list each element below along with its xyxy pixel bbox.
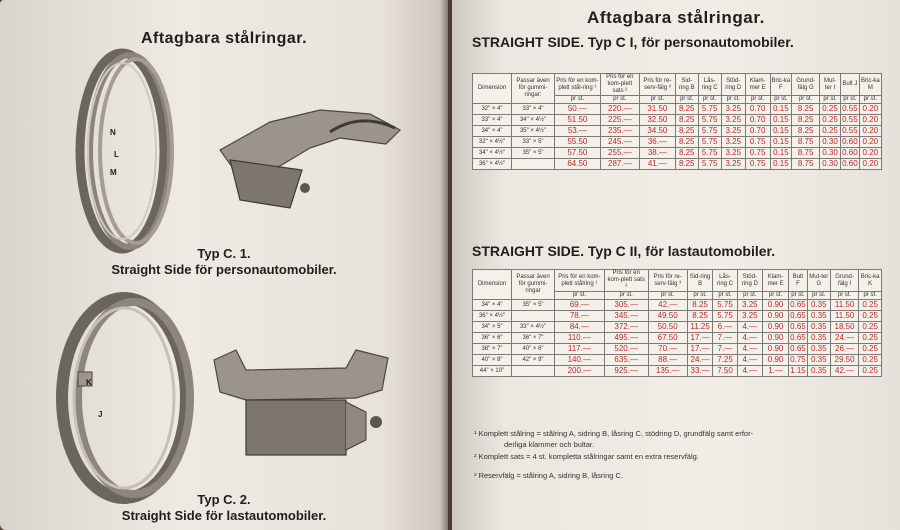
- price-cell: 8.25: [675, 104, 698, 115]
- alt-dimension-cell: 33" × 4½": [512, 322, 555, 333]
- dimension-cell: 38" × 7": [473, 344, 512, 355]
- price-cell: 0.15: [770, 137, 792, 148]
- alt-dimension-cell: [512, 366, 555, 377]
- price-cell: 5.75: [698, 159, 721, 170]
- price-cell: 5.75: [713, 300, 737, 311]
- price-cell: 24.—: [830, 333, 858, 344]
- col-pris-sats: Pris för en kom-plett sats ²: [604, 270, 648, 292]
- price-cell: 520.—: [604, 344, 648, 355]
- price-cell: 8.75: [792, 159, 820, 170]
- table-row: [473, 126, 882, 137]
- price-cell: 0.75: [745, 137, 770, 148]
- price-cell: 635.—: [604, 355, 648, 366]
- price-cell: 24.—: [687, 355, 713, 366]
- price-cell: 64.50: [555, 159, 601, 170]
- price-cell: 235.—: [600, 126, 639, 137]
- price-cell: 5.75: [698, 137, 721, 148]
- col-bricka-k: Bric-ka K: [859, 270, 882, 292]
- price-cell: 3.25: [737, 311, 762, 322]
- unit-cell: pr st.: [604, 292, 648, 300]
- price-cell: 0.90: [763, 300, 789, 311]
- dimension-cell: 34" × 5": [473, 322, 512, 333]
- price-cell: 50.50: [648, 322, 687, 333]
- price-cell: 55.50: [555, 137, 601, 148]
- dimension-cell: 36" × 6": [473, 333, 512, 344]
- price-cell: 255.—: [600, 148, 639, 159]
- caption-c2-line1: Typ C. 2.: [197, 492, 251, 507]
- rim-illustration-c1: [70, 48, 180, 254]
- price-cell: 8.25: [675, 137, 698, 148]
- price-cell: 5.75: [713, 311, 737, 322]
- col-grundfalg: Grund-fälg G: [792, 74, 820, 96]
- caption-c1-line1: Typ C. 1.: [197, 246, 251, 261]
- price-cell: 0.30: [819, 159, 840, 170]
- table-row: [473, 104, 882, 115]
- price-cell: 0.15: [770, 104, 792, 115]
- price-cell: 8.25: [675, 148, 698, 159]
- caption-c1-line2: Straight Side för personautomobiler.: [111, 262, 337, 277]
- price-cell: 3.25: [721, 104, 745, 115]
- price-cell: 5.75: [698, 148, 721, 159]
- price-cell: 0.30: [819, 148, 840, 159]
- price-cell: 0.65: [790, 322, 806, 331]
- price-cell: 0.70: [745, 104, 770, 115]
- caption-c2-line2: Straight Side för lastautomobiler.: [121, 508, 327, 523]
- price-cell: 0.90: [763, 311, 789, 322]
- price-cell: 3.25: [721, 148, 745, 159]
- price-cell: 42.—: [830, 366, 858, 377]
- price-cell: 42.—: [648, 300, 687, 311]
- label-m: M: [110, 168, 117, 177]
- price-cell: 0.25: [859, 300, 882, 311]
- alt-dimension-cell: 33" × 4": [512, 104, 555, 115]
- price-cell: 0.15: [770, 126, 792, 137]
- table-row: [473, 344, 882, 355]
- price-cell: 50.—: [555, 104, 601, 115]
- price-cell: 1.—: [763, 366, 789, 377]
- unit-cell: pr st.: [789, 292, 808, 300]
- dimension-cell: 40" × 8": [473, 355, 512, 366]
- alt-dimension-cell: 42" × 9": [512, 355, 555, 366]
- price-cell: 0.75: [790, 355, 806, 364]
- unit-cell: pr st.: [721, 96, 745, 104]
- price-table-c1-body: [473, 104, 882, 170]
- col-grundfalg: Grund-fälg I: [830, 270, 858, 292]
- price-cell: 34.50: [639, 126, 675, 137]
- price-cell: 0.20: [859, 159, 881, 170]
- price-cell: 0.60: [842, 148, 858, 157]
- rim-cross-section-c2: [206, 340, 396, 465]
- price-cell: 0.15: [770, 148, 792, 159]
- price-cell: 8.25: [675, 159, 698, 170]
- price-cell: 0.25: [819, 126, 840, 137]
- price-cell: 135.—: [648, 366, 687, 377]
- unit-cell: pr st.: [770, 96, 792, 104]
- price-cell: 0.20: [859, 137, 881, 148]
- unit-cell: pr st.: [600, 96, 639, 104]
- alt-dimension-cell: 35" × 5": [512, 300, 555, 311]
- price-cell: 0.25: [819, 115, 840, 126]
- price-cell: 0.65: [790, 344, 806, 353]
- price-cell: 36.—: [639, 137, 675, 148]
- price-cell: 0.35: [807, 366, 830, 377]
- footnote-1: [474, 428, 894, 450]
- price-cell: 0.25: [859, 322, 882, 333]
- table-row: [473, 366, 882, 377]
- price-cell: 0.20: [859, 148, 881, 159]
- footnote-3: ³ Reservfälg = stålring A, sidring B, låsring C.: [474, 471, 624, 480]
- col-bult: Bult J: [841, 74, 860, 96]
- unit-cell: pr st.: [830, 292, 858, 300]
- price-cell: 7.25: [713, 355, 737, 366]
- price-cell: 0.25: [859, 355, 882, 366]
- unit-cell: pr st.: [675, 96, 698, 104]
- price-cell: 5.75: [698, 115, 721, 126]
- price-cell: 8.75: [792, 148, 820, 159]
- price-cell: 0.25: [859, 311, 882, 322]
- price-cell: 18.50: [830, 322, 858, 333]
- unit-cell: pr st.: [807, 292, 830, 300]
- price-table-c1: [472, 73, 882, 170]
- price-cell: 7.—: [713, 333, 737, 344]
- price-cell: 7.—: [713, 344, 737, 355]
- price-cell: 110.—: [555, 333, 605, 344]
- price-cell: 8.75: [792, 137, 820, 148]
- col-lasring: Lås-ring C: [713, 270, 737, 292]
- dimension-cell: 32" × 4½": [473, 137, 512, 148]
- price-cell: 4.—: [737, 322, 762, 333]
- price-cell: 4.—: [737, 366, 762, 377]
- table-header-row: [473, 74, 882, 96]
- col-klammer: Klam-mer E: [763, 270, 789, 292]
- unit-cell: pr st.: [745, 96, 770, 104]
- price-cell: 0.30: [819, 137, 840, 148]
- price-cell: 31.50: [639, 104, 675, 115]
- unit-cell: pr st.: [648, 292, 687, 300]
- price-cell: 1.15: [790, 366, 806, 375]
- table-row: [473, 148, 882, 159]
- col-bricka-f: Bric-ka F: [770, 74, 792, 96]
- price-cell: 140.—: [555, 355, 605, 366]
- col-sidring: Sid-ring B: [687, 270, 713, 292]
- price-cell: 0.60: [842, 159, 858, 168]
- price-cell: 6.—: [713, 322, 737, 333]
- col-stodring: Stöd-ring D: [721, 74, 745, 96]
- price-table-c2-body: [473, 300, 882, 377]
- price-cell: 3.25: [721, 137, 745, 148]
- table-row: [473, 137, 882, 148]
- price-cell: 29.50: [830, 355, 858, 366]
- dimension-cell: 34" × 4": [473, 300, 512, 311]
- dimension-cell: 34" × 4½": [473, 148, 512, 159]
- table-row: [473, 159, 882, 170]
- unit-cell: pr st.: [737, 292, 762, 300]
- price-cell: 57.50: [555, 148, 601, 159]
- price-cell: 11.25: [687, 322, 713, 333]
- price-cell: 0.20: [859, 126, 881, 137]
- price-cell: 0.35: [807, 355, 830, 366]
- col-pris-reservfalg: Pris för re-serv-fälg ³: [648, 270, 687, 292]
- price-cell: 0.55: [842, 115, 858, 124]
- price-cell: 69.—: [555, 300, 605, 311]
- price-cell: 0.60: [842, 137, 858, 146]
- alt-dimension-cell: 35" × 4½": [512, 126, 555, 137]
- table-row: [473, 115, 882, 126]
- price-cell: 26.—: [830, 344, 858, 355]
- unit-cell: pr st.: [555, 292, 605, 300]
- price-cell: 17.—: [687, 344, 713, 355]
- label-k: K: [86, 378, 92, 387]
- label-j: J: [98, 410, 103, 419]
- col-lasring: Lås-ring C: [698, 74, 721, 96]
- price-cell: 0.20: [859, 115, 881, 126]
- col-pris-sats: Pris för en kom-plett sats ²: [600, 74, 639, 96]
- price-cell: 5.75: [698, 126, 721, 137]
- price-cell: 84.—: [555, 322, 605, 333]
- price-cell: 0.15: [770, 159, 792, 170]
- table-row: [473, 311, 882, 322]
- alt-dimension-cell: 35" × 5": [512, 148, 555, 159]
- price-cell: 345.—: [604, 311, 648, 322]
- price-cell: 78.—: [555, 311, 605, 322]
- price-cell: 4.—: [737, 355, 762, 366]
- price-cell: 8.25: [687, 300, 713, 311]
- price-cell: 0.90: [763, 333, 789, 344]
- price-cell: 0.55: [842, 126, 858, 135]
- price-cell: 8.25: [792, 115, 820, 126]
- unit-cell: pr st.: [841, 96, 860, 104]
- col-sidring: Sid-ring B: [675, 74, 698, 96]
- price-cell: 245.—: [600, 137, 639, 148]
- unit-cell: pr st.: [698, 96, 721, 104]
- dimension-cell: 33" × 4": [473, 115, 512, 126]
- price-cell: 51.50: [555, 115, 601, 126]
- price-cell: 0.90: [763, 344, 789, 355]
- section-c1-title: STRAIGHT SIDE. Typ C I, för personautomobiler.: [472, 34, 794, 50]
- rim-cross-section-c1: [210, 100, 410, 212]
- price-cell: 11.50: [830, 311, 858, 322]
- price-cell: 0.75: [745, 148, 770, 159]
- col-pris-reservfalg: Pris för re-serv-fälg ³: [639, 74, 675, 96]
- price-cell: 0.25: [859, 344, 882, 355]
- footnote-1-line1: ¹ Komplett stålring = stålring A, sidring B, låsring C, stödring D, grundfälg samt erfor-: [474, 429, 754, 438]
- price-cell: 0.75: [745, 159, 770, 170]
- price-cell: 0.70: [745, 126, 770, 137]
- unit-cell: pr st.: [792, 96, 820, 104]
- alt-dimension-cell: 40" × 6": [512, 344, 555, 355]
- price-cell: 0.65: [790, 311, 806, 320]
- col-passar: Passar även för gummi-ringar: [512, 270, 555, 300]
- table-row: [473, 333, 882, 344]
- footnote-2: ² Komplett sats = 4 st. kompletta stålringar samt en extra reservfälg.: [474, 452, 699, 461]
- table-row: [473, 300, 882, 311]
- price-cell: 0.25: [819, 104, 840, 115]
- dimension-cell: 34" × 4": [473, 126, 512, 137]
- price-cell: 0.65: [790, 300, 806, 309]
- label-n: N: [110, 128, 116, 137]
- col-bricka-m: Bric-ka M: [859, 74, 881, 96]
- price-cell: 287.—: [600, 159, 639, 170]
- col-dimension: Dimension: [473, 74, 512, 104]
- left-page-title: Aftagbara stålringar.: [140, 30, 308, 47]
- price-cell: 0.70: [745, 115, 770, 126]
- price-cell: 32.50: [639, 115, 675, 126]
- unit-cell: pr st.: [819, 96, 840, 104]
- right-page: [452, 0, 900, 530]
- price-cell: 41.—: [639, 159, 675, 170]
- alt-dimension-cell: [512, 311, 555, 322]
- col-bult: Bult F: [789, 270, 808, 292]
- caption-typ-c1: [0, 246, 448, 278]
- price-cell: 0.35: [807, 300, 830, 311]
- price-cell: 0.25: [859, 366, 882, 377]
- price-cell: 8.25: [792, 126, 820, 137]
- caption-typ-c2: [0, 492, 448, 524]
- col-klammer: Klam-mer E: [745, 74, 770, 96]
- price-cell: 220.—: [600, 104, 639, 115]
- right-page-title: Aftagbara stålringar.: [587, 8, 765, 27]
- price-cell: 3.25: [721, 126, 745, 137]
- col-mutter: Mut-ter G: [807, 270, 830, 292]
- price-cell: 3.25: [721, 159, 745, 170]
- price-cell: 0.20: [859, 104, 881, 115]
- col-stodring: Stöd-ring D: [737, 270, 762, 292]
- unit-cell: pr st.: [859, 292, 882, 300]
- price-cell: 3.25: [737, 300, 762, 311]
- col-mutter: Mut-ter I: [819, 74, 840, 96]
- unit-cell: pr st.: [713, 292, 737, 300]
- price-cell: 70.—: [648, 344, 687, 355]
- price-cell: 0.35: [807, 344, 830, 355]
- unit-cell: pr st.: [555, 96, 601, 104]
- price-cell: 7.50: [713, 366, 737, 377]
- alt-dimension-cell: 36" × 7": [512, 333, 555, 344]
- price-cell: 925.—: [604, 366, 648, 377]
- label-l: L: [114, 150, 119, 159]
- price-cell: 0.55: [842, 104, 858, 113]
- price-cell: 8.25: [675, 115, 698, 126]
- price-cell: 0.25: [859, 333, 882, 344]
- unit-cell: pr st.: [639, 96, 675, 104]
- price-cell: 8.25: [687, 311, 713, 322]
- price-cell: 49.50: [648, 311, 687, 322]
- price-cell: 88.—: [648, 355, 687, 366]
- alt-dimension-cell: 34" × 4½": [512, 115, 555, 126]
- price-cell: 372.—: [604, 322, 648, 333]
- rim-illustration-c2: [52, 292, 202, 504]
- price-cell: 11.50: [830, 300, 858, 311]
- price-cell: 8.25: [792, 104, 820, 115]
- price-cell: 0.15: [770, 115, 792, 126]
- table-row: [473, 355, 882, 366]
- price-cell: 0.35: [807, 322, 830, 333]
- price-cell: 305.—: [604, 300, 648, 311]
- price-cell: 225.—: [600, 115, 639, 126]
- price-cell: 4.—: [737, 333, 762, 344]
- col-passar: Passar även för gummi-ringar:: [512, 74, 555, 104]
- unit-cell: pr st.: [687, 292, 713, 300]
- unit-cell: pr st.: [763, 292, 789, 300]
- price-cell: 200.—: [555, 366, 605, 377]
- section-c2-title: STRAIGHT SIDE. Typ C II, för lastautomobiler.: [472, 243, 776, 259]
- alt-dimension-cell: [512, 159, 555, 170]
- price-cell: 4.—: [737, 344, 762, 355]
- price-cell: 33.—: [687, 366, 713, 377]
- price-cell: 0.65: [790, 333, 806, 342]
- footnote-1-line2: derliga klammer och bultar.: [504, 440, 595, 449]
- price-cell: 0.35: [807, 311, 830, 322]
- price-cell: 5.75: [698, 104, 721, 115]
- price-cell: 117.—: [555, 344, 605, 355]
- table-header-row: [473, 270, 882, 292]
- price-cell: 0.90: [763, 355, 789, 366]
- price-cell: 0.90: [763, 322, 789, 333]
- unit-cell: pr st.: [859, 96, 881, 104]
- col-pris-stalring: Pris för en kom-plett stål-ring ¹: [555, 74, 601, 96]
- price-cell: 67.50: [648, 333, 687, 344]
- price-cell: 3.25: [721, 115, 745, 126]
- left-page: [0, 0, 448, 530]
- price-cell: 495.—: [604, 333, 648, 344]
- price-cell: 53.—: [555, 126, 601, 137]
- table-row: [473, 322, 882, 333]
- price-table-c2: [472, 269, 882, 377]
- price-cell: 0.35: [807, 333, 830, 344]
- dimension-cell: 32" × 4": [473, 104, 512, 115]
- price-cell: 38.—: [639, 148, 675, 159]
- dimension-cell: 36" × 4½": [473, 159, 512, 170]
- price-cell: 17.—: [687, 333, 713, 344]
- dimension-cell: 44" × 10": [473, 366, 512, 377]
- price-cell: 8.25: [675, 126, 698, 137]
- alt-dimension-cell: 33" × 5": [512, 137, 555, 148]
- col-pris-stalring: Pris för en kom-plett stålring ¹: [555, 270, 605, 292]
- col-dimension: Dimension: [473, 270, 512, 300]
- dimension-cell: 36" × 4½": [473, 311, 512, 322]
